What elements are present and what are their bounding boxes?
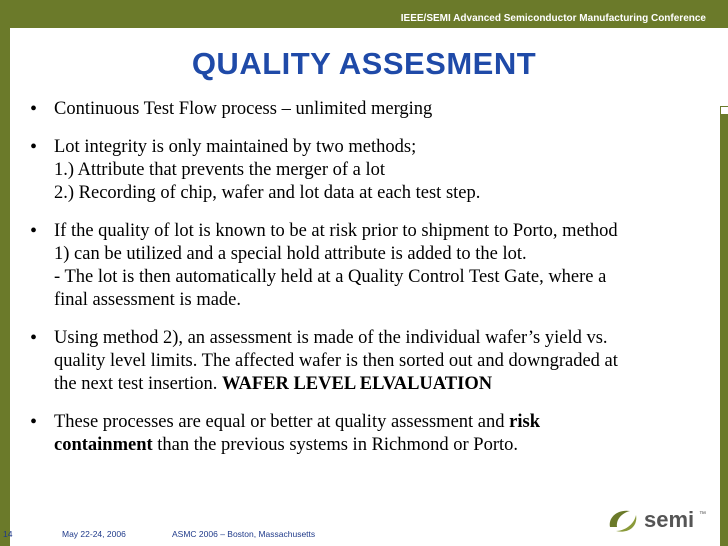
bullet-text: the next test insertion. [54,374,223,394]
bullet-item [30,98,690,121]
page-number: 14 [3,529,13,539]
semi-logo-swoosh-icon [610,511,630,527]
bullet-line: Using method 2), an assessment is made of the individual wafer’s yield vs. [54,328,608,348]
bullet-emphasis: containment [54,435,153,455]
bullet-line: final assessment is made. [54,290,242,310]
bullet-line [54,411,690,434]
slide-title: QUALITY ASSESMENT [191,46,537,81]
trademark-mark: ™ [699,511,706,518]
bullet-line: 1) can be utilized and a special hold attribute is added to the lot. [54,244,527,264]
bullet-emphasis: risk [509,412,540,432]
bullet-dot-icon: • [30,98,38,120]
semi-logo-text: semi [644,507,695,532]
right-accent-bar [720,114,728,546]
bullet-line: If the quality of lot is known to be at risk prior to shipment to Porto, method [54,221,618,241]
bullet-line: Lot integrity is only maintained by two methods; [54,137,417,157]
semi-logo [604,501,714,537]
bullet-text: These processes are equal or better at quality assessment and [54,412,510,432]
header-conference-text: IEEE/SEMI Advanced Semiconductor Manufacturing Conference [400,13,706,24]
bullet-list [30,98,690,472]
bullet-text: than the previous systems in Richmond or Porto. [152,435,519,455]
bullet-item [30,327,690,396]
bullet-item [30,220,690,312]
bullet-line [54,373,690,396]
right-accent-cap [720,106,728,114]
bullet-dot-icon: • [30,136,38,158]
bullet-emphasis: WAFER LEVEL ELVALUATION [222,374,493,394]
bullet-item [30,411,690,457]
header-bar [0,0,728,28]
bullet-line: - The lot is then automatically held at a Quality Control Test Gate, where a [54,267,607,287]
bullet-line: 1.) Attribute that prevents the merger of a lot [54,160,386,180]
footer-date: May 22-24, 2006 [62,529,126,539]
bullet-line: quality level limits. The affected wafer is then sorted out and downgraded at [54,351,618,371]
bullet-dot-icon: • [30,411,38,433]
bullet-item [30,136,690,205]
bullet-line: 2.) Recording of chip, wafer and lot data at each test step. [54,183,481,203]
footer-conference: ASMC 2006 – Boston, Massachusetts [172,529,316,539]
bullet-line [54,434,690,457]
bullet-line: Continuous Test Flow process – unlimited merging [54,99,433,119]
bullet-dot-icon: • [30,327,38,349]
bullet-dot-icon: • [30,220,38,242]
